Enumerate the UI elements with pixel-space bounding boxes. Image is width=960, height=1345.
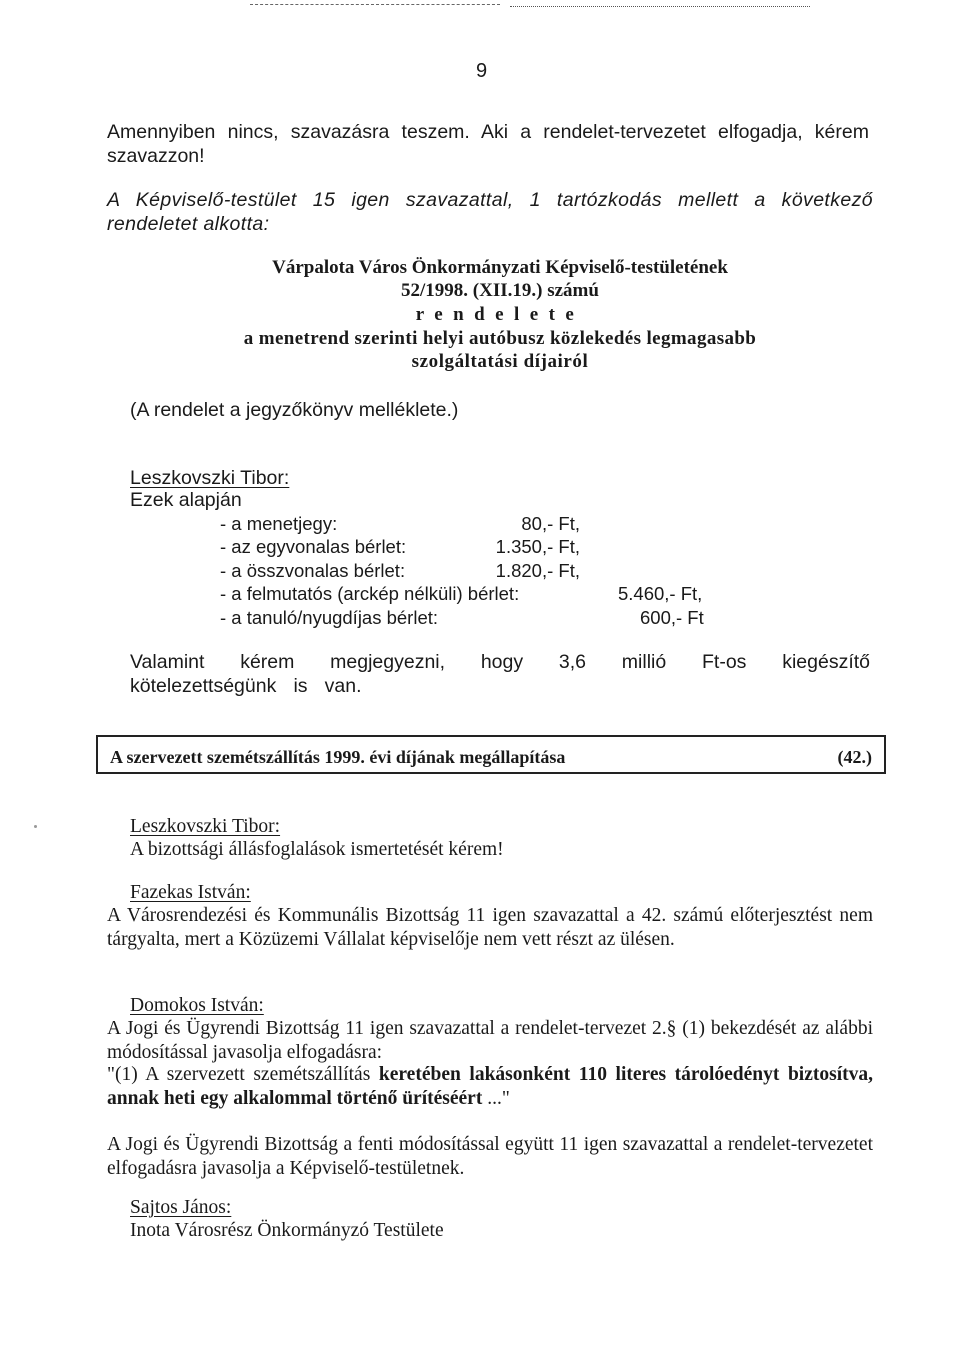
- speaker-leszkovszki: Leszkovszki Tibor:: [130, 467, 290, 489]
- fee-amount: 600,- Ft: [640, 606, 704, 628]
- fee-label: - a menetjegy:: [220, 512, 338, 534]
- scan-artifact: [0, 0, 960, 12]
- speaker-leszkovszki-2: Leszkovszki Tibor:: [130, 816, 281, 837]
- fee-row: [220, 536, 580, 560]
- agenda-item-title: A szervezett szemétszállítás 1999. évi díjának megállapítása: [110, 747, 566, 767]
- committee-report-1: A Városrendezési és Kommunális Bizottság 11 igen szavazattal a 42. számú előterjesztést nem tárgyalta, mert a Közüzemi Vállalat képviselője nem vett részt az ülésen.: [107, 905, 873, 950]
- fees-lead: Ezek alapján: [130, 489, 242, 511]
- fee-list: [220, 512, 728, 630]
- agenda-item-number: (42.): [837, 747, 872, 767]
- fee-row: [220, 559, 580, 583]
- decree-subject: a menetrend szerinti helyi autóbusz közlekedés legmagasabb: [243, 328, 757, 349]
- speaker-affiliation: Inota Városrész Önkormányzó Testülete: [130, 1220, 444, 1241]
- fee-row: [220, 512, 580, 536]
- decree-number: 52/1998. (XII.19.) számú: [401, 280, 599, 301]
- scan-speck: [34, 825, 37, 828]
- speaker-fazekas: Fazekas István:: [130, 882, 251, 903]
- page-number: 9: [476, 60, 488, 82]
- intro-paragraph: Amennyiben nincs, szavazásra teszem. Aki a rendelet-tervezetet elfogadja, kérem szavazzon!: [107, 121, 869, 167]
- fee-label: - a összvonalas bérlet:: [220, 559, 406, 581]
- fee-label: - a felmutatós (arckép nélküli) bérlet:: [220, 583, 520, 605]
- decree-issuer: Várpalota Város Önkormányzati Képviselő-testületének: [272, 257, 728, 278]
- fee-amount: 1.350,- Ft,: [495, 536, 580, 558]
- fee-label: - az egyvonalas bérlet:: [220, 536, 407, 558]
- speaker-name: [130, 881, 530, 905]
- agenda-item-box: [96, 735, 886, 774]
- obligation-note: Valamint kérem megjegyezni, hogy 3,6 millió Ft-os kiegészítő kötelezettségünk is van.: [130, 651, 870, 697]
- amendment-quote: [107, 1063, 873, 1111]
- fee-row: [220, 583, 728, 607]
- speaker-name: [130, 994, 530, 1018]
- fee-amount: 1.820,- Ft,: [495, 559, 580, 581]
- quote-bold: keretében lakásonként 110 literes tárolóedényt biztosítva, annak heti egy alkalommal történő ürítéséért: [107, 1064, 873, 1109]
- speaker-name: [130, 1196, 530, 1220]
- speaker-name: [130, 815, 530, 839]
- annex-note: (A rendelet a jegyzőkönyv melléklete.): [130, 399, 459, 421]
- fee-label: - a tanuló/nyugdíjas bérlet:: [220, 606, 439, 628]
- vote-result: A Képviselő-testület 15 igen szavazattal, 1 tartózkodás mellett a következő rendeletet alkotta:: [107, 189, 873, 235]
- decree-heading: rendelete: [415, 304, 585, 325]
- fee-row: [220, 606, 728, 630]
- request-text: A bizottsági állásfoglalások ismertetését kérem!: [130, 839, 504, 860]
- decree-subject-cont: szolgáltatási díjairól: [411, 351, 589, 372]
- quote-end: ...": [482, 1088, 510, 1109]
- speaker-domokos: Domokos István:: [130, 995, 264, 1016]
- speaker-sajtos: Sajtos János:: [130, 1197, 232, 1218]
- fee-amount: 80,- Ft,: [521, 512, 580, 534]
- committee-recommendation: A Jogi és Ügyrendi Bizottság a fenti módosítással együtt 11 igen szavazattal a rendelet-tervezetet elfogadásra javasolja a Képviselő-testületnek.: [107, 1134, 873, 1179]
- committee-report-2: A Jogi és Ügyrendi Bizottság 11 igen szavazattal a rendelet-tervezet 2.§ (1) bekezdését az alábbi módosítással javasolja elfogadásra:: [107, 1018, 873, 1063]
- fee-amount: 5.460,- Ft,: [618, 583, 703, 605]
- speaker-name: [130, 466, 530, 490]
- quote-text: "(1) A szervezett szemétszállítás: [107, 1064, 379, 1085]
